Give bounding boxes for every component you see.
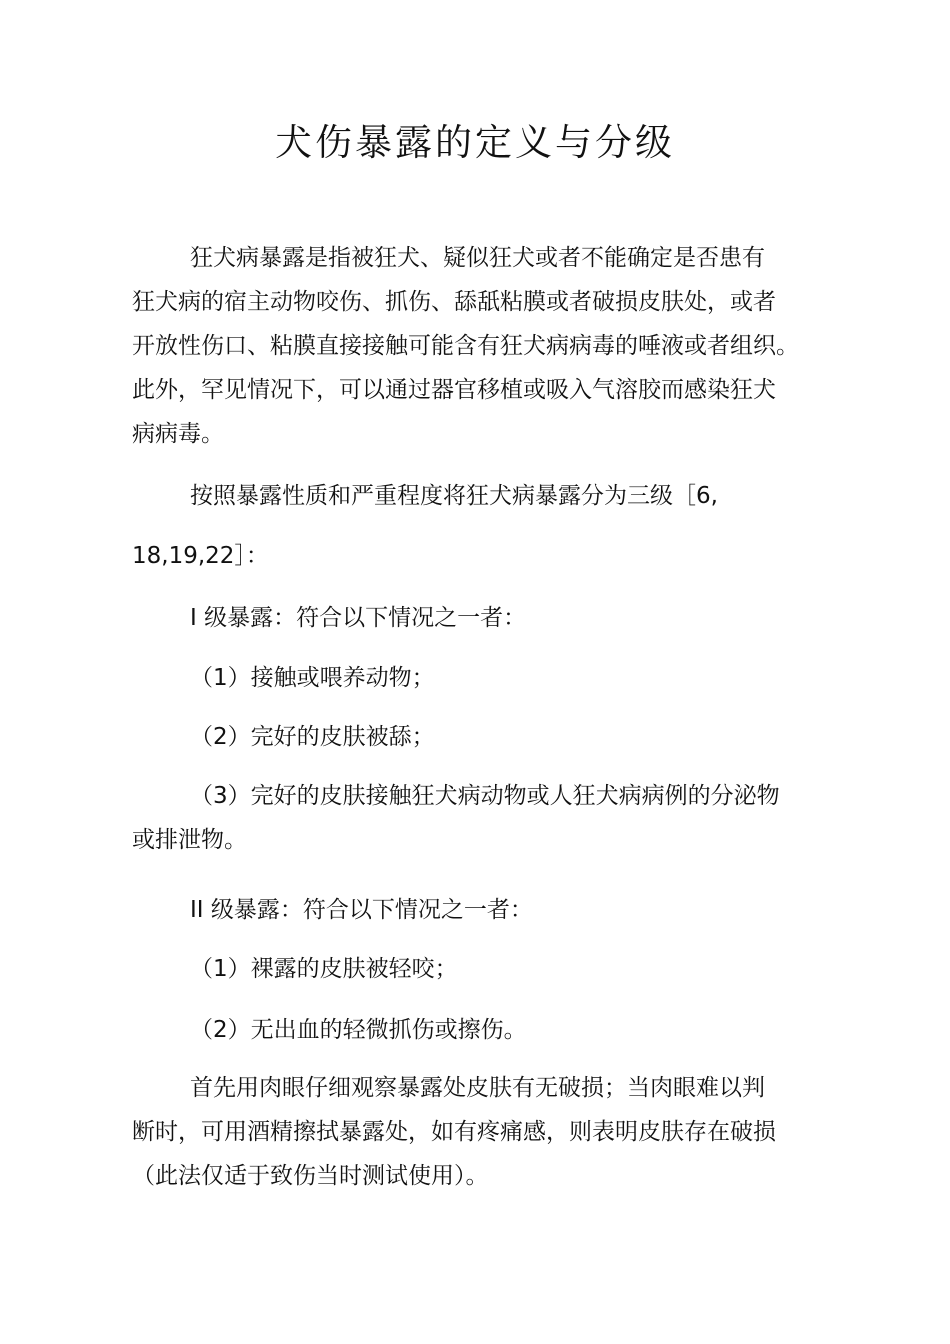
level1-heading [132,596,842,640]
level1-item-1 [132,656,842,700]
paragraph-line: （此法仅适于致伤当时测试使用）。 [132,1163,489,1189]
list-item: （1）接触或喂养动物； [190,665,435,691]
intro-paragraph [132,236,842,456]
paragraph-line: 18,19,22］： [132,543,269,569]
list-item: （3）完好的皮肤接触狂犬病动物或人狂犬病病例的分泌物 [190,783,780,809]
classification-paragraph [132,474,842,578]
level1-item-2 [132,715,842,759]
level2-heading-text: II 级暴露：符合以下情况之一者： [190,897,533,923]
list-item: （1）裸露的皮肤被轻咬； [190,956,458,982]
inspection-paragraph [132,1066,842,1198]
paragraph-line: 狂犬病的宿主动物咬伤、抓伤、舔舐粘膜或者破损皮肤处，或者 [132,289,776,315]
list-item: （2）完好的皮肤被舔； [190,724,435,750]
level2-item-1 [132,947,842,991]
level2-item-2 [132,1008,842,1052]
paragraph-line: 此外，罕见情况下，可以通过器官移植或吸入气溶胶而感染狂犬 [132,377,776,403]
paragraph-line: 狂犬病暴露是指被狂犬、疑似狂犬或者不能确定是否患有 [190,245,765,271]
paragraph-line: 开放性伤口、粘膜直接接触可能含有狂犬病病毒的唾液或者组织。 [132,333,799,359]
paragraph-line: 断时，可用酒精擦拭暴露处，如有疼痛感，则表明皮肤存在破损 [132,1119,776,1145]
level1-heading-text: I 级暴露：符合以下情况之一者： [190,605,527,631]
paragraph-line: 首先用肉眼仔细观察暴露处皮肤有无破损；当肉眼难以判 [190,1075,765,1101]
list-item: 或排泄物。 [132,827,247,853]
level2-heading [132,888,842,932]
list-item: （2）无出血的轻微抓伤或擦伤。 [190,1017,527,1043]
paragraph-line: 按照暴露性质和严重程度将狂犬病暴露分为三级［6, [190,483,718,509]
level1-item-3 [132,774,842,862]
paragraph-line: 病病毒。 [132,421,224,447]
document-title: 犬伤暴露的定义与分级 [275,121,675,164]
